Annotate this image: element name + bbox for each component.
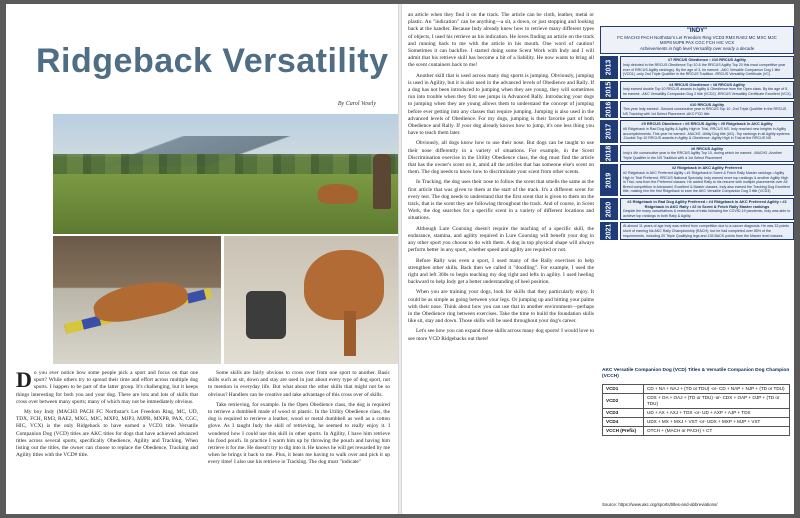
source-link[interactable]: Source: https://www.akc.org/sports/titles-and-abbreviations/ [602,502,718,507]
vcd-level: VCD3 [603,409,644,418]
vcd-level: VCD1 [603,385,644,394]
timeline-year: 2016 [600,101,618,119]
left-column-1 [16,367,198,462]
paragraph: My boy Indy (MACH3 PACH FC Northstar's Let Freedom Ring, MC, UD, TDX, FCH, RM3, RAE2, MXG, MJC, MXP2, MJP3, MJPB, MXPB, PAX, CGC, HIC, VCX) is the only Ridgeback to have earned a VCD3 title. Versatile Companion Dog (VCD) titles are AKC titles for dogs that have achieved advanced titles across several sports, specifically Obedience, Agility and Tracking. When listing out the titles, the owner can choose to replace the Obedience, Tracking and Agility titles with the VCD# title. [16,409,198,459]
vcd-requirement: OTCH + (MACH or PACH) + CT [644,427,790,436]
timeline-row [600,120,794,142]
agility-jump-photo [53,236,221,364]
timeline-entry [620,198,794,220]
photo-dog-standing [304,250,384,320]
drop-cap: D [16,367,32,392]
timeline-year: 2019 [600,164,618,196]
paragraph: Before Rally was even a sport, I used many of the Rally exercises to help strengthen other skills. Back then we called it "doodling". For example, I used the right and left 360s to begin teaching my dog right and lefts in agility. I used heeling backward to help Indy get a better understanding of heel position. [408,257,594,286]
timeline-entry-header: #10 RRCUS Agility [689,101,725,107]
timeline-entry [620,145,794,163]
timeline-entry [620,120,794,142]
timeline-entry-text: Indy debuted in the RRCUS Obedience Top 10 & the RRCUS Agility Top 20 this most competitive year ever of RRCUS Agility rankings). By the age of 3, he earned: -AKC Versatile Companion Dog 1 title (VCD1) -only 2nd Triple Qualifier in the RRCUS Tradition -RRCUS Versatility Certificate (VC) [623,62,786,77]
timeline-entry-header: #6 RRCUS Agility [690,145,724,151]
photo-object [246,291,286,339]
byline: By Carol Vesely [337,101,376,107]
timeline-note: Achievements in high level Versatility over nearly a decade [639,45,755,51]
timeline-entry-text: Indy's 4th consecutive year in the RRCUS Agility Top 10, during which he earned: -MACH3 -Another Triple Qualifier in the NS Tradition with a 1st Select Placement [623,151,782,160]
paragraph: Take retrieving, for example. In the Open Obedience class, the dog is required to retrieve a dumbbell made of wood or plastic. In the Utility Obedience class, the dog is required to retrieve a leather, wood or metal dumbbell as well as a cotton glove. As I taught Indy the skill of retrieving, he seemed to really enjoy it. I wondered how I could use this skill in other sports. In Agility, I have him retrieve his food pouch. In practice I warm him up by throwing the pouch and having him retrieve it for me. He doesn't try to dig into it. He knows he will get rewarded by me when he brings it back to me. Plus, it beats me having to walk over and pick it up every time! I also use his retrieve in Tracking. The dog must "indicate" [208,401,390,466]
timeline-year: 2017 [600,120,618,142]
paragraph: an article when they find it on the track. The article can be cloth, leather, metal or plastic. An "indication" can be anything—a sit, a down, or just stopping and looking back at the handler. Because Indy already knew how to retrieve many different types of objects, I used his retrieve as his indication. He loves finding an article on the track and running back to me with the article in his mouth. One word of caution! Sometimes it can backfire. I started doing some Scent Work with Indy and I will admit that his retrieve skill has become a bit of a liability. He now wants to bring all the scent containers back to me! [408,12,594,69]
timeline-row [600,81,794,99]
timeline-dog-titles: MXP8 MJP8 PAX CGC FCH HIC VCX [659,40,735,46]
timeline-entry-text: #5 Ridgeback in Rad Dog Agility & Agility High in Trial, RRCUS NS. Indy reached new heights in Agility accomplishments. This year he earned: -MACH2 -Utility Dog title (UD) -Top rankings in all Agility systems -Double Top 10 RRCUS awards in Agility & Obedience -Agility High in Trial at the RRCUS NS [623,126,790,141]
paragraph: Although Lure Coursing doesn't require the teaching of a specific skill, the endurance, stamina, and agility required in Lure Coursing will benefit your dog in any other sport you choose to do with them. A dog in top physical shape will always perform better in any sport, whether speed and agility are required or not. [408,225,594,254]
timeline-entry-text: At almost 11 years of age Indy was retired from competition due to a cancer diagnosis. He was 33 points short of earning his AKC Rally Championship (RACH), but he had completed over 85% of the requirements, including 20 Triple Qualifying legs and 135 BACK points from the Master level classes. [623,224,789,238]
vcd-level: VCCH (Prefix) [603,427,644,436]
timeline-entry [620,164,794,196]
table-row [603,427,790,436]
photo-trees [53,154,398,174]
timeline-entry-header: #4 RRCUS Obedience • #8 RRCUS Agility [669,81,745,87]
vcd-level: VCD2 [603,394,644,409]
timeline-year: 2020 [600,198,618,220]
paragraph: Obviously, all dogs know how to use their nose. But dogs can be taught to use their nose differently in a variety of situations. For example, in the Scent Discrimination exercise in the Utility Obedience class, the dog must find the article that has the owner's scent on it, amid all the articles that has someone else's scent on them. The dog needs to know how to discriminate your scent from other scents. [408,140,594,176]
vcd-table-caption: AKC Versatile Companion Dog (VCD) Titles & Versatile Companion Dog Champion (VCCH) [602,368,790,379]
timeline-year: 2013 [600,56,618,78]
vcd-requirement: UDX + MX + MXJ + VST -or- UDX + MXP + MJP + VST [644,418,790,427]
timeline-entry-header: #7 RRCUS Obedience • #10 RRCUS Agility [668,57,746,63]
paragraph: When you are training your dogs, look for skills that they particularly enjoy. It could be as simple as going between your legs. Or jumping up and hitting your palms with their nose. Think about how you can use that in another environment—perhaps in the Obedience ring between exercises. Take the time to build the foundation skills like sit, stay and down. Those skills will be used throughout your dog's career. [408,289,594,325]
retrieve-photo [224,236,398,364]
timeline-year: 2015 [600,81,618,99]
left-column-2 [208,370,390,470]
paragraph: Another skill that is used across many dog sports is jumping. Obviously, jumping is used in Agility, but it is also used in the advanced levels of Obedience and Rally. If a dog has not been introduced to jumping when they are young, they will sometimes run into trouble when they first see jumps in Advanced Rally. Introducing your dogs to jumping when they are young allows them to understand the concept of jumping before ever getting into any classes that require jumping. Jumping is also used in the advanced levels of Obedience. For my dogs, jumping is their favorite part of both Obedience and Rally. If your dog already knows how to jump, it's one less thing you have to teach them later. [408,72,594,137]
timeline-row [600,198,794,220]
paragraph: Let's see how you can expand those skills across many dog sports! I would love to see more VCD Ridgebacks out there! [408,328,594,342]
timeline-entry-text: #2 Ridgeback in AKC Preferred Agility • #1 Ridgeback in Scent & Fetch Rally Master rankings • Agility High in Trial Preferred, RRCUS National Specialty. Indy earned more top rankings & another Agility High in Trial, now from the Preferred classes. He added Rally to his resume with multiple placements over All Breed competition in Advanced, Excellent & Master classes. Indy also earned the Tracking Dog Excellent title, making him the first Ridgeback to earn the AKC Versatile Companion Dog 3 title (VCD3) [623,171,790,194]
timeline-entry-header: #5 RRCUS Obedience • #6 RRCUS Agility • #5 Ridgeback in AKC Agility [641,121,773,127]
timeline-entry-text: This year Indy earned: -Second consecutive year in RRCUS Top 10 -2nd Triple Qualifier in the RRCUS NS Tracking with 1st Select Placement -AKC PCD title [623,107,787,116]
timeline-row [600,222,794,240]
vcd-level: VCD4 [603,418,644,427]
timeline-entry-header: #2 Ridgeback in Rad Dog Agility Preferred • #4 Ridgeback in AKC Preferred Agility • #2 Ridgeback in AKC Rally • #2 in Scent & Fetch Rally Master rankings [627,199,787,209]
photo-dog-jumping [91,274,191,327]
table-row [603,394,790,409]
left-page [6,4,398,514]
timeline-entry [620,101,794,119]
paragraph: In Tracking, the dog uses their nose to follow the scent that smells the same as the first article that was given to them at the start of the track. It's a different scent for every test. The dog needs to understand that the first scent that is given to them on the track, that is the scent they are following throughout the track. And of course, in Scent Work, the dog searches for a specific scent in a variety of different locations and situations. [408,179,594,222]
table-row [603,409,790,418]
timeline-row [600,164,794,196]
indy-timeline [600,26,794,240]
timeline-dog-name: FC MACH3 PACH Northstar's Let Freedom Ring VCD3 RM3 RAE2 MC MXC MJC [617,34,777,40]
photo-field [53,174,398,234]
timeline-entry [620,222,794,240]
photo-dog-leg [344,311,356,356]
timeline-entry [620,81,794,99]
vcd-requirement: CDX + OA + OAJ + (TD or TDU) -or- CDX + OAP + OJP + (TD or TDU) [644,394,790,409]
timeline-row [600,56,794,78]
right-column [408,12,594,346]
vcd-requirement: CD + NA + NAJ + (TD or TDU) -or- CD + NAP + NJP + (TD or TDU) [644,385,790,394]
paragraph: Some skills are fairly obvious to cross over from one sport to another. Basic skills such as sit, down and stay are used in just about every type of dog sport, not to mention in everyday life. But what about the other skills that might not be so obvious? Handlers can be creative and take advantage of this cross over of skills. [208,370,390,398]
timeline-entry-text: Despite the many cancellations & restrictions of trials following the COVID-19 pandemic, Indy was able to achieve top rankings in both Rally & Agility. [623,209,791,218]
lure-coursing-photo [53,114,398,234]
vcd-titles-table [602,384,790,436]
timeline-row [600,101,794,119]
timeline-entry [620,56,794,78]
photo-handler [373,154,391,209]
timeline-entry-header: #2 Ridgeback in AKC Agility Preferred [671,165,743,171]
right-page [402,4,794,514]
timeline-row [600,145,794,163]
table-row [603,385,790,394]
timeline-header [600,26,794,54]
timeline-year: 2021 [600,222,618,240]
article-title: Ridgeback Versatility [36,42,389,80]
vcd-requirement: UD + AX + AXJ + TDX -or- UD + AXP + AJP + TDX [644,409,790,418]
table-row [603,418,790,427]
photo-dog-running [318,184,358,204]
timeline-year: 2018 [600,145,618,163]
timeline-title: "INDY" [686,28,708,34]
timeline-entry-text: Indy earned double Top 10 RRCUS awards in Agility & Obedience from the Open class. By the age of 5, he earned: -AKC Versatility Companion Dog 2 title (VCD2) -RRCUS Versatility Certificate Excellent (VCX) [623,87,791,96]
intro-paragraph: Do you ever notice how some people pick a sport and focus on that one sport? While others try to spread their time and effort across multiple dog sports. I happen to be part of the latter group. It's challenging, but it keeps things interesting for both you and your dog. There are lots and lots of skills that cross over between many sports; many of which may not be immediately obvious. [16,367,198,405]
